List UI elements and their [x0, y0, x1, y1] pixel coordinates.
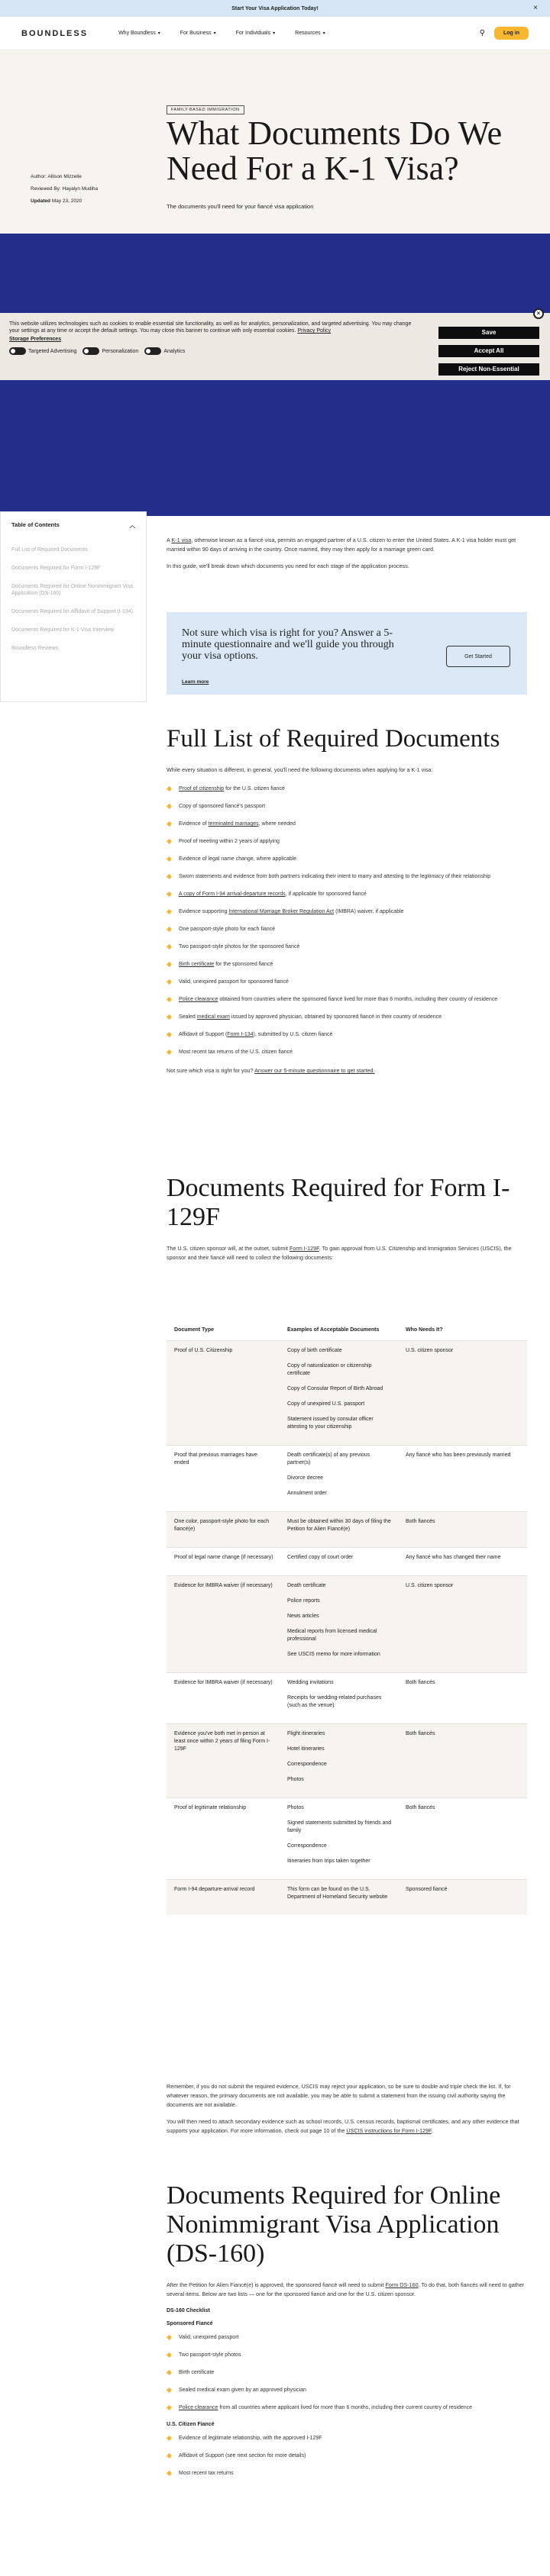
who-needs-it: Both fiancés: [406, 1680, 435, 1685]
chevron-down-icon: ▾: [322, 31, 325, 36]
who-needs-it: U.S. citizen sponsor: [406, 1583, 454, 1588]
k1-visa-link[interactable]: K-1 visa: [171, 537, 192, 543]
nav-link-resources[interactable]: Resources ▾: [295, 31, 325, 36]
who-needs-it: Both fiancés: [406, 1805, 435, 1810]
i129f-notes: [167, 2082, 527, 2136]
list-item: Sealed medical exam given by an approved physician: [167, 2387, 527, 2394]
examples-cell: [281, 1512, 400, 1547]
example-item: Signed statements submitted by friends and family: [287, 1820, 392, 1833]
form-i129f-link[interactable]: Form I-129F: [290, 1245, 319, 1252]
article-meta: [31, 171, 98, 208]
examples-cell: [281, 1341, 400, 1445]
sponsored-list: [167, 2334, 527, 2412]
toc-item[interactable]: Boundless Reviews: [11, 646, 59, 651]
learn-more-link[interactable]: Learn more: [182, 679, 209, 685]
example-item: Divorce decree: [287, 1475, 324, 1481]
note-paragraph-2: You will then need to attach secondary evidence such as school records, U.S. census records, baptismal certificates, and any other evidence that supports your application. For more information, check out page 10 of the USCIS instructions for Form I-129F.: [167, 2118, 519, 2134]
table-row: [167, 1511, 527, 1547]
storage-preferences-link[interactable]: Storage Preferences: [9, 337, 62, 342]
uscis-instructions-link[interactable]: USCIS instructions for Form I-129F: [346, 2127, 432, 2134]
example-item: Death certificate: [287, 1583, 326, 1588]
list-item: Evidence of legitimate relationship, with the approved I-129F: [167, 2435, 527, 2442]
toggle-label: Personalization: [102, 348, 139, 354]
column-header: Examples of Acceptable Documents: [287, 1327, 380, 1333]
who-needs-it: Both fiancés: [406, 1731, 435, 1736]
toggle-targeted-advertising[interactable]: [9, 347, 26, 355]
list-item: Two passport-style photos for the sponsored fiancé: [167, 943, 527, 951]
example-item[interactable]: See USCIS memo for more information: [287, 1652, 380, 1657]
nav-link-business[interactable]: For Business ▾: [180, 31, 216, 36]
document-link[interactable]: International Marriage Broker Regulation Act: [228, 909, 335, 914]
section-title: Documents Required for Form I-129F: [167, 1174, 510, 1231]
example-item: Flight itineraries: [287, 1731, 325, 1736]
example-item: Medical reports from licensed medical professional: [287, 1629, 377, 1642]
document-type: Proof of U.S. Citizenship: [174, 1348, 233, 1353]
toggle-label: Targeted Advertising: [28, 348, 77, 354]
banner-close-icon[interactable]: ×: [533, 4, 538, 12]
table-row: [167, 1797, 527, 1879]
toggle-label: Analytics: [163, 348, 186, 354]
section-title: Documents Required for Online Nonimmigrant Visa Application (DS-160): [167, 2181, 501, 2268]
example-item: Photos: [287, 1777, 304, 1782]
document-type: Proof that previous marriages have ended: [174, 1452, 257, 1465]
toggle-analytics[interactable]: [144, 347, 161, 355]
example-item: Receipts for wedding-related purchases (such as the venue): [287, 1695, 382, 1708]
example-item: Certified copy of court order: [287, 1555, 354, 1560]
toc-title: Table of Contents: [11, 521, 60, 528]
list-item: Valid, unexpired passport for sponsored fiancé: [167, 978, 527, 986]
top-banner[interactable]: [0, 0, 550, 17]
chevron-down-icon: ▾: [273, 31, 276, 36]
list-item: Evidence supporting International Marriage Broker Regulation Act (IMBRA) waiver, if applicable: [167, 908, 527, 916]
full-list-section: [167, 725, 527, 1075]
examples-cell: [281, 1446, 400, 1511]
search-icon[interactable]: ⚲: [479, 29, 485, 37]
examples-cell: [281, 1724, 400, 1797]
toc-item[interactable]: Documents Required for Affidavit of Support (I-134): [11, 609, 134, 614]
who-needs-it: Both fiancés: [406, 1519, 435, 1524]
document-link[interactable]: Police clearance: [179, 997, 218, 1002]
example-item: Statement issued by consular officer attesting to your citizenship: [287, 1417, 374, 1430]
login-button[interactable]: Log in: [494, 27, 529, 40]
list-item: Most recent tax returns of the U.S. citizen fiancé: [167, 1049, 527, 1056]
example-item[interactable]: Copy of Consular Report of Birth Abroad: [287, 1386, 383, 1391]
note-paragraph: Remember, if you do not submit the required evidence, USCIS may reject your application, so be sure to double and triple check the list. If, for whatever reason, the primary documents are not available, you may be able to submit a statement from the issuing civil authority saying the documents are not available.: [167, 2083, 511, 2108]
intro-paragraph: A K-1 visa, otherwise known as a fiancé visa, permits an engaged partner of a U.S. citizen to enter the United States. A K-1 visa holder must get married within 90 days of arriving in the country. Once married, they may then apply for a marriage green card.: [167, 537, 516, 553]
intro-paragraph-2: In this guide, we'll break down which documents you need for each stage of the application process.: [167, 563, 409, 569]
toc-item[interactable]: Documents Required for K-1 Visa Interview: [11, 627, 115, 633]
document-link[interactable]: Birth certificate: [179, 962, 215, 967]
sponsored-heading: Sponsored Fiancé: [167, 2321, 213, 2326]
intro-section: [167, 536, 527, 571]
example-item: Annulment order: [287, 1491, 327, 1496]
list-item: Birth certificate: [167, 2369, 527, 2377]
list-item: Two passport-style photos: [167, 2352, 527, 2359]
document-type: Evidence you've both met in-person at least once within 2 years of filing Form I-129F: [174, 1731, 270, 1752]
section-title: Full List of Required Documents: [167, 725, 500, 753]
document-link[interactable]: terminated marriages: [208, 821, 259, 827]
get-started-button[interactable]: Get Started: [446, 646, 510, 667]
reviewer: Reviewed By: Hayalyn Mudiha: [31, 186, 99, 192]
cookie-text: This website utilizes technologies such as cookies to enable essential site functionality, as well as for analytics, personalization, and targeted advertising. You may change your settings at any time or accept the default settings. You may close this banner to continue with only essential cookies. Privacy Policy: [9, 321, 412, 334]
save-button[interactable]: Save: [438, 327, 539, 339]
document-type: Proof of legitimate relationship: [174, 1805, 247, 1810]
example-item: Copy of unexpired U.S. passport: [287, 1401, 365, 1407]
who-needs-it: U.S. citizen sponsor: [406, 1348, 454, 1353]
list-item: Sealed medical exam issued by approved physician, obtained by sponsored fiancé in their country of residence: [167, 1014, 527, 1021]
example-item: Correspondence: [287, 1762, 327, 1767]
chevron-down-icon: ▾: [157, 31, 160, 36]
list-item: Most recent tax returns: [167, 2470, 527, 2478]
document-type: Evidence for IMBRA waiver (if necessary): [174, 1583, 273, 1588]
list-item: Sworn statements and evidence from both partners indicating their intent to marry and attesting to the legitimacy of their relationship: [167, 873, 527, 881]
example-item: Copy of naturalization or citizenship certificate: [287, 1363, 372, 1376]
example-item: Correspondence: [287, 1843, 327, 1849]
page-subtitle: The documents you'll need for your fiancé visa application: [167, 203, 314, 210]
citizen-heading: U.S. Citizen Fiancé: [167, 2422, 215, 2427]
citizen-list: [167, 2435, 527, 2478]
table-row: [167, 1575, 527, 1672]
table-row: [167, 1723, 527, 1797]
example-item: Death certificate(s) of any previous partner(s): [287, 1452, 370, 1465]
examples-cell: [281, 1576, 400, 1672]
main-nav: [0, 17, 550, 50]
questionnaire-link[interactable]: Answer our 5-minute questionnaire to get started.: [254, 1067, 375, 1074]
toc-item[interactable]: Documents Required for Form I-129F: [11, 566, 101, 571]
example-item: News articles: [287, 1614, 319, 1619]
accept-all-button[interactable]: Accept All: [438, 345, 539, 357]
list-item: Proof of meeting within 2 years of applying: [167, 838, 527, 846]
section-intro: After the Petition for Alien Fiancé(e) is approved, the sponsored fiancé will need to submit Form DS-160. To do that, both fiancés will need to gather several items. Below are two lists — one for the sponsored fiancé and one for the U.S. citizen sponsor.: [167, 2281, 525, 2297]
hero: [0, 50, 550, 234]
example-item[interactable]: This form can be found on the U.S. Department of Homeland Security website: [287, 1887, 388, 1900]
updated-date: Updated May 23, 2020: [31, 198, 82, 204]
document-type: Evidence for IMBRA waiver (if necessary): [174, 1680, 273, 1685]
toggle-personalization[interactable]: [82, 347, 99, 355]
chevron-up-icon[interactable]: ︿: [129, 522, 135, 529]
examples-cell: [281, 1798, 400, 1879]
examples-cell: [281, 1548, 400, 1575]
form-ds160-link[interactable]: Form DS-160: [385, 2281, 419, 2288]
list-item: One passport-style photo for each fiancé: [167, 926, 527, 933]
table-row: [167, 1340, 527, 1445]
author: Author: Allison Mizzelle: [31, 174, 82, 179]
nav-link-individuals[interactable]: For Individuals ▾: [235, 31, 276, 36]
section-intro: While every situation is different, in general, you'll need the following documents when applying for a K-1 visa:: [167, 766, 433, 773]
cookie-banner: [0, 310, 550, 380]
table-of-contents: [0, 511, 147, 702]
list-item: Birth certificate for the sponsored fiancé: [167, 961, 527, 969]
list-item: Police clearance obtained from countries where the sponsored fiancé lived for more than 6 months, including their country of residence: [167, 996, 527, 1004]
banner-text[interactable]: Start Your Visa Application Today!: [231, 5, 319, 11]
who-needs-it: Sponsored fiancé: [406, 1887, 448, 1892]
list-item: Copy of sponsored fiancé's passport: [167, 803, 527, 811]
table-header: [167, 1320, 527, 1340]
document-link[interactable]: medical exam: [196, 1014, 230, 1020]
questionnaire-cta: [167, 612, 527, 695]
document-link[interactable]: A copy of Form I-94 arrival-departure records: [179, 891, 286, 897]
example-item: Must be obtained within 30 days of filing the Petition for Alien Fiancé(e): [287, 1519, 391, 1532]
document-type: One color, passport-style photo for each fiancé(e): [174, 1519, 270, 1532]
cta-question: Not sure which visa is right for you? Answer a 5-minute questionnaire and we'll guide you through your visa options.: [182, 627, 394, 662]
table-row: [167, 1547, 527, 1575]
required-documents-list: [167, 785, 527, 1056]
list-item: A copy of Form I-94 arrival-departure records, if applicable for sponsored fiancé: [167, 891, 527, 898]
list-item: Affidavit of Support (see next section for more details): [167, 2452, 527, 2460]
documents-table: [167, 1320, 527, 1915]
hero-banner-image: [0, 234, 550, 516]
who-needs-it: Any fiancé who has been previously married: [406, 1452, 511, 1458]
example-item: Wedding invitations: [287, 1680, 334, 1685]
document-type: Form I-94 departure-arrival record: [174, 1887, 255, 1892]
table-row: [167, 1672, 527, 1723]
category-tag[interactable]: FAMILY-BASED IMMIGRATION: [167, 105, 244, 114]
list-item: Police clearance from all countries where applicant lived for more than 6 months, including their current country of residence: [167, 2404, 527, 2412]
list-item: Valid, unexpired passport: [167, 2334, 527, 2342]
examples-cell: [281, 1880, 400, 1915]
ds160-section: [167, 2181, 527, 2487]
table-row: [167, 1445, 527, 1511]
cookie-close-icon[interactable]: ×: [533, 308, 544, 319]
list-item: Evidence of legal name change, where applicable: [167, 856, 527, 863]
checklist-heading: DS-160 Checklist: [167, 2308, 210, 2313]
i129f-section: [167, 1174, 527, 1262]
list-item: Proof of citizenship for the U.S. citizen fiancé: [167, 785, 527, 793]
list-item: Evidence of terminated marriages, where needed: [167, 821, 527, 828]
logo[interactable]: BOUNDLESS: [21, 28, 89, 38]
who-needs-it: Any fiancé who has changed their name: [406, 1555, 501, 1560]
page-title: What Documents Do We Need For a K-1 Visa?: [167, 114, 503, 187]
example-item[interactable]: Copy of birth certificate: [287, 1348, 342, 1353]
privacy-policy-link[interactable]: Privacy Policy: [297, 328, 332, 334]
example-item: Photos: [287, 1805, 304, 1810]
document-link[interactable]: Police clearance: [179, 2405, 218, 2410]
questionnaire-prompt: Not sure which visa is right for you? Answer our 5-minute questionnaire to get started.: [167, 1067, 375, 1074]
example-item: Itineraries from trips taken together: [287, 1859, 370, 1864]
toc-item[interactable]: Documents Required for Online Nonimmigrant Visa Application (DS-160): [11, 584, 133, 596]
toc-item[interactable]: Full List of Required Documents: [11, 547, 88, 553]
nav-link-why[interactable]: Why Boundless ▾: [118, 31, 160, 36]
column-header: Who Needs It?: [406, 1327, 443, 1333]
example-item: Hotel itineraries: [287, 1746, 325, 1752]
example-item: Police reports: [287, 1598, 320, 1604]
section-intro: The U.S. citizen sponsor will, at the outset, submit Form I-129F. To gain approval from U.S. Citizenship and Immigration Services (USCIS), the sponsor and their fiancé will need to collect the following documents:: [167, 1245, 512, 1261]
document-link[interactable]: Form I-134: [227, 1032, 254, 1037]
chevron-down-icon: ▾: [213, 31, 216, 36]
column-header: Document Type: [174, 1327, 214, 1333]
examples-cell: [281, 1673, 400, 1723]
document-link[interactable]: Proof of citizenship: [179, 786, 225, 791]
reject-non-essential-button[interactable]: Reject Non-Essential: [438, 363, 539, 376]
list-item: Affidavit of Support (Form I-134), submitted by U.S. citizen fiancé: [167, 1031, 527, 1039]
table-row: [167, 1879, 527, 1915]
document-type: Proof of legal name change (if necessary): [174, 1555, 273, 1560]
